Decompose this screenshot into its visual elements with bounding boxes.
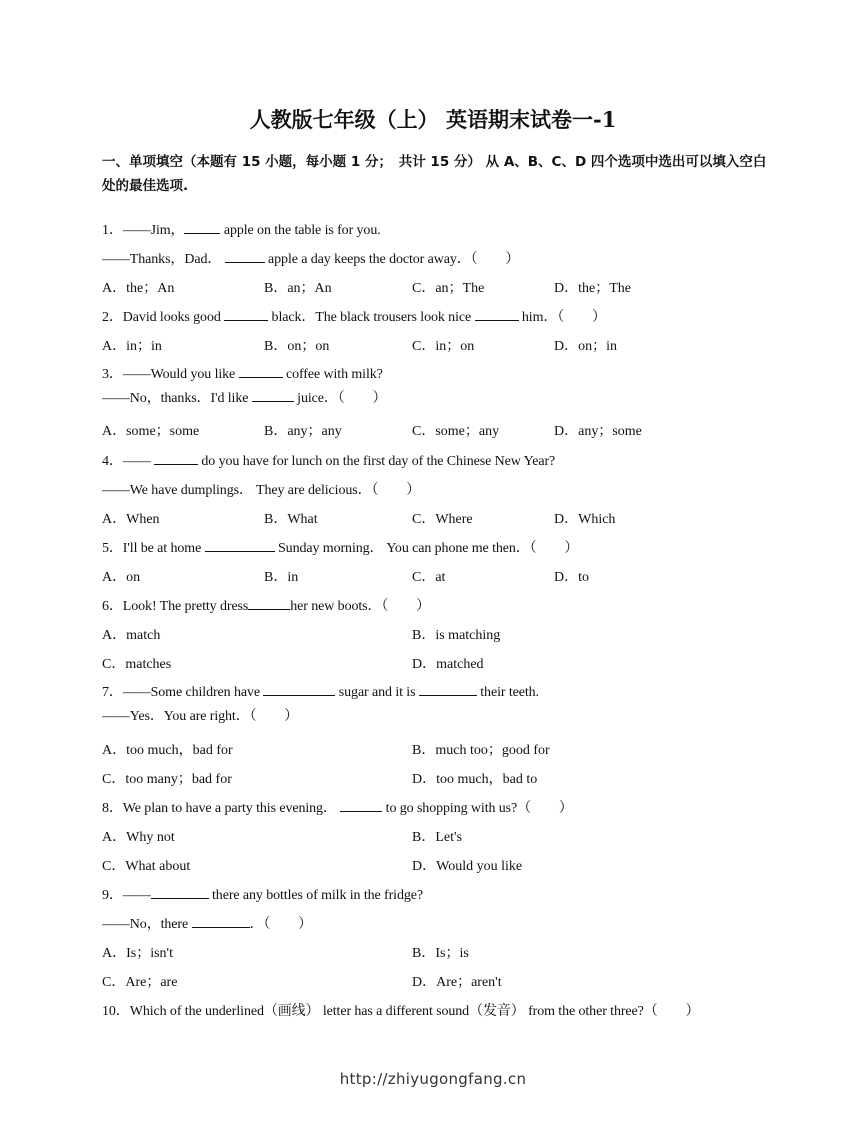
option-d: D．Which <box>554 512 616 527</box>
page-title: 人教版七年级（上） 英语期末试卷一-1 <box>249 107 617 132</box>
question-text: 3．――Would you like <box>102 367 239 382</box>
question-text: juice．（ ） <box>293 391 387 406</box>
answer-blank <box>419 682 477 696</box>
question-text: 7．――Some children have <box>102 685 264 700</box>
answer-blank <box>205 538 275 552</box>
option-d: D．Would you like <box>412 859 523 874</box>
answer-blank <box>184 220 220 234</box>
question-text: ――Thanks，Dad． <box>102 252 225 267</box>
question-text: 6．Look! The pretty dress <box>102 599 249 614</box>
option-a: A．some；some <box>102 424 200 439</box>
section-heading: 一、单项填空（本题有 15 小题，每小题 1 分； 共计 15 分） 从 A、B、C、D 四个选项中选出可以填入空白处的最佳选项. <box>102 154 767 194</box>
option-c: C．in；on <box>412 339 475 354</box>
option-a: A．When <box>102 512 160 527</box>
answer-blank <box>224 307 268 321</box>
option-d: D．on；in <box>554 339 617 354</box>
question-text: to go shopping with us?（ ） <box>382 801 573 816</box>
option-c: C．at <box>412 570 446 585</box>
option-b: B．Is；is <box>412 946 469 961</box>
option-c: C．too many；bad for <box>102 772 232 787</box>
answer-blank <box>154 451 198 465</box>
footer-url: http://zhiyugongfang.cn <box>339 1070 527 1088</box>
question-text: her new boots．（ ） <box>290 599 431 614</box>
option-b: B．much too；good for <box>412 743 550 758</box>
question-4-line-2: ――We have dumplings． They are delicious．（ ） <box>102 483 421 498</box>
option-b: B．on；on <box>264 339 330 354</box>
question-text: ――No，there <box>102 917 192 932</box>
option-c: C．matches <box>102 657 172 672</box>
question-text: apple on the table is for you. <box>220 223 381 238</box>
question-4-line-1 <box>102 450 555 470</box>
answer-blank <box>475 307 519 321</box>
answer-blank <box>340 798 382 812</box>
question-1-line-1 <box>102 219 381 239</box>
option-d: D．too much，bad to <box>412 772 538 787</box>
option-b: B．any；any <box>264 424 342 439</box>
question-9-line-1 <box>102 884 423 904</box>
answer-blank <box>192 914 250 928</box>
question-7-line-1 <box>102 681 539 701</box>
option-a: A．Is；isn't <box>102 946 173 961</box>
question-6-line-1 <box>102 595 430 615</box>
question-text: ――No，thanks．I'd like <box>102 391 252 406</box>
question-10-line-1: 10．Which of the underlined（画线） letter has a different sound（发音） from the other three?（ ） <box>102 1004 700 1019</box>
option-b: B．is matching <box>412 628 501 643</box>
question-text: ．（ ） <box>249 917 312 932</box>
question-5-line-1 <box>102 537 578 557</box>
question-text: 2．David looks good <box>102 310 225 325</box>
option-b: B．in <box>264 570 299 585</box>
question-7-line-2: ――Yes．You are right．（ ） <box>102 709 299 724</box>
question-text: Sunday morning． You can phone me then．（ ） <box>274 541 579 556</box>
option-a: A．on <box>102 570 141 585</box>
answer-blank <box>252 388 294 402</box>
answer-blank <box>151 885 209 899</box>
option-d: D．matched <box>412 657 484 672</box>
question-text: 4．―― <box>102 454 154 469</box>
option-d: D．any；some <box>554 424 642 439</box>
question-text: black．The black trousers look nice <box>268 310 475 325</box>
question-3-line-2 <box>102 387 386 407</box>
answer-blank <box>225 249 265 263</box>
option-a: A．Why not <box>102 830 175 845</box>
option-d: D．to <box>554 570 589 585</box>
option-a: A．too much，bad for <box>102 743 233 758</box>
answer-blank <box>239 364 283 378</box>
question-8-line-1 <box>102 797 573 817</box>
option-d: D．the；The <box>554 281 631 296</box>
question-text: apple a day keeps the doctor away．（ ） <box>264 252 520 267</box>
question-text: 8．We plan to have a party this evening． <box>102 801 341 816</box>
option-a: A．in；in <box>102 339 162 354</box>
question-1-line-2 <box>102 248 519 268</box>
option-c: C．Are；are <box>102 975 178 990</box>
option-b: B．Let's <box>412 830 462 845</box>
option-c: C．What about <box>102 859 191 874</box>
question-text: him．（ ） <box>518 310 606 325</box>
option-a: A．match <box>102 628 161 643</box>
question-text: coffee with milk? <box>282 367 383 382</box>
question-text: 5．I'll be at home <box>102 541 205 556</box>
question-text: there any bottles of milk in the fridge? <box>208 888 423 903</box>
question-9-line-2 <box>102 913 312 933</box>
question-text: sugar and it is <box>335 685 419 700</box>
question-3-line-1 <box>102 363 383 383</box>
option-c: C．Where <box>412 512 473 527</box>
option-b: B．What <box>264 512 318 527</box>
answer-blank <box>248 596 290 610</box>
option-c: C．some；any <box>412 424 500 439</box>
answer-blank <box>263 682 335 696</box>
option-d: D．Are；aren't <box>412 975 502 990</box>
question-text: their teeth. <box>476 685 539 700</box>
question-text: 9．―― <box>102 888 151 903</box>
option-b: B．an；An <box>264 281 332 296</box>
option-c: C．an；The <box>412 281 485 296</box>
question-text: 1．――Jim， <box>102 223 185 238</box>
question-2-line-1 <box>102 306 606 326</box>
question-text: do you have for lunch on the first day of the Chinese New Year? <box>198 454 556 469</box>
option-a: A．the；An <box>102 281 175 296</box>
